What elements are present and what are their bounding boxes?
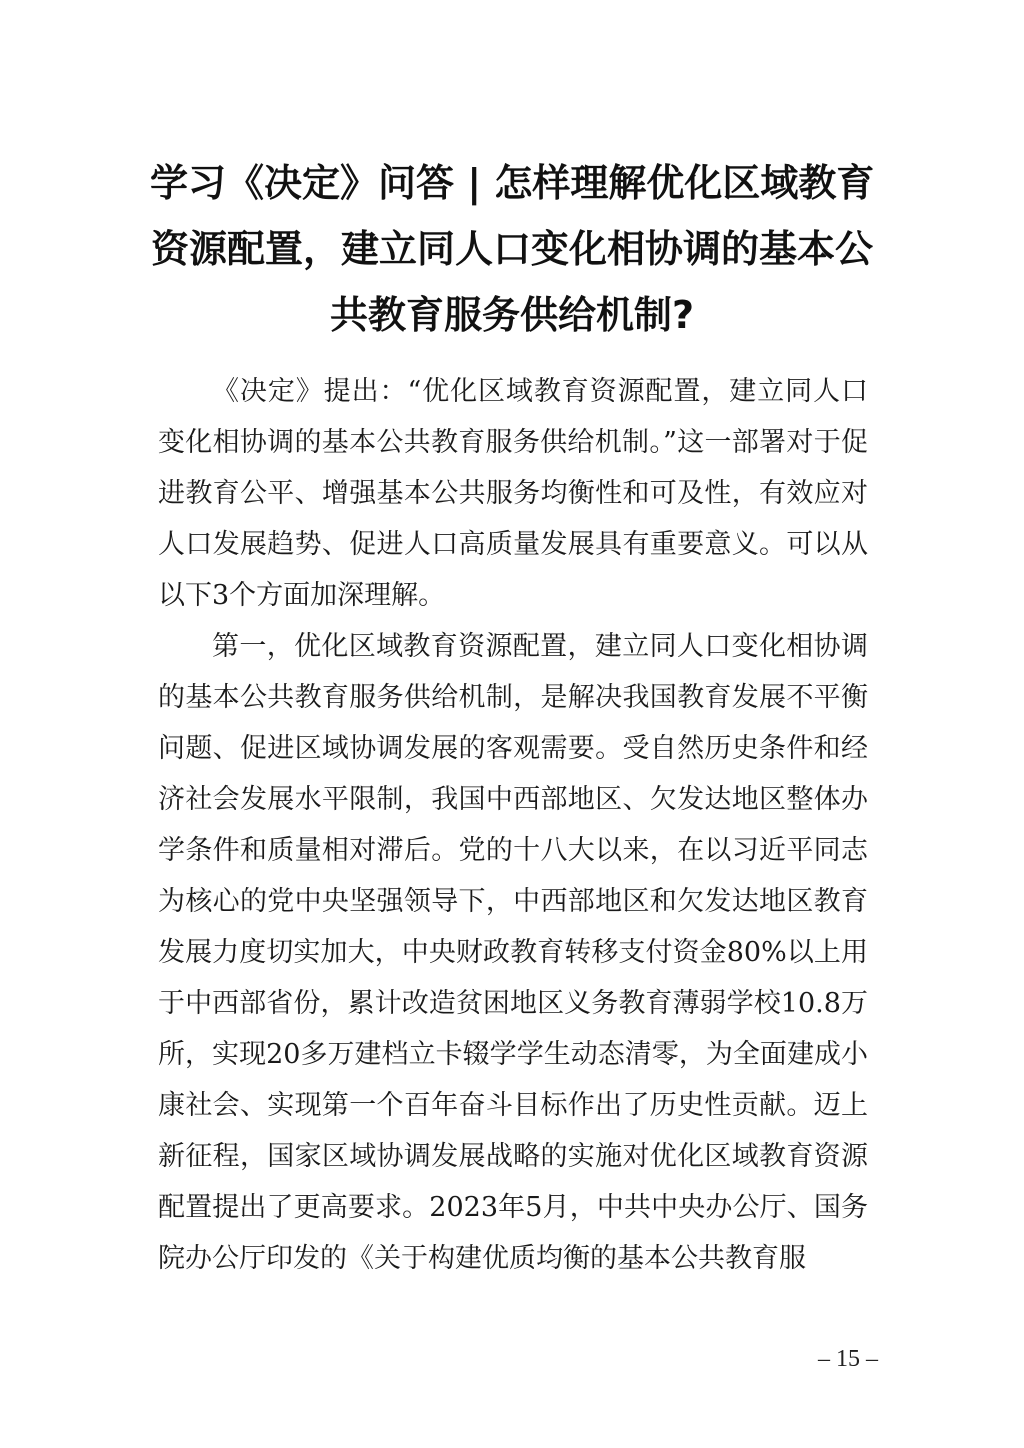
document-title: [150, 150, 874, 348]
paragraph: 《决定》提出：“优化区域教育资源配置，建立同人口变化相协调的基本公共教育服务供给机制。”这一部署对于促进教育公平、增强基本公共服务均衡性和可及性，有效应对人口发展趋势、促进人口高质量发展具有重要意义。可以从以下3个方面加深理解。: [158, 376, 868, 611]
title-line: 共教育服务供给机制?: [329, 293, 695, 337]
title-line: 资源配置，建立同人口变化相协调的基本公: [150, 227, 873, 271]
paragraph: 第一，优化区域教育资源配置，建立同人口变化相协调的基本公共教育服务供给机制，是解决我国教育发展不平衡问题、促进区域协调发展的客观需要。受自然历史条件和经济社会发展水平限制，我国中西部地区、欠发达地区整体办学条件和质量相对滞后。党的十八大以来，在以习近平同志为核心的党中央坚强领导下，中西部地区和欠发达地区教育发展力度切实加大，中央财政教育转移支付资金80%以上用于中西部省份，累计改造贫困地区义务教育薄弱学校10.8万所，实现20多万建档立卡辍学学生动态清零，为全面建成小康社会、实现第一个百年奋斗目标作出了历史性贡献。迈上新征程，国家区域协调发展战略的实施对优化区域教育资源配置提出了更高要求。2023年5月，中共中央办公厅、国务院办公厅印发的《关于构建优质均衡的基本公共教育服: [158, 631, 868, 1274]
title-line: 学习《决定》问答 | 怎样理解优化区域教育: [150, 161, 875, 205]
page-number: – 15 –: [818, 1346, 878, 1372]
document-body: [158, 366, 868, 1284]
